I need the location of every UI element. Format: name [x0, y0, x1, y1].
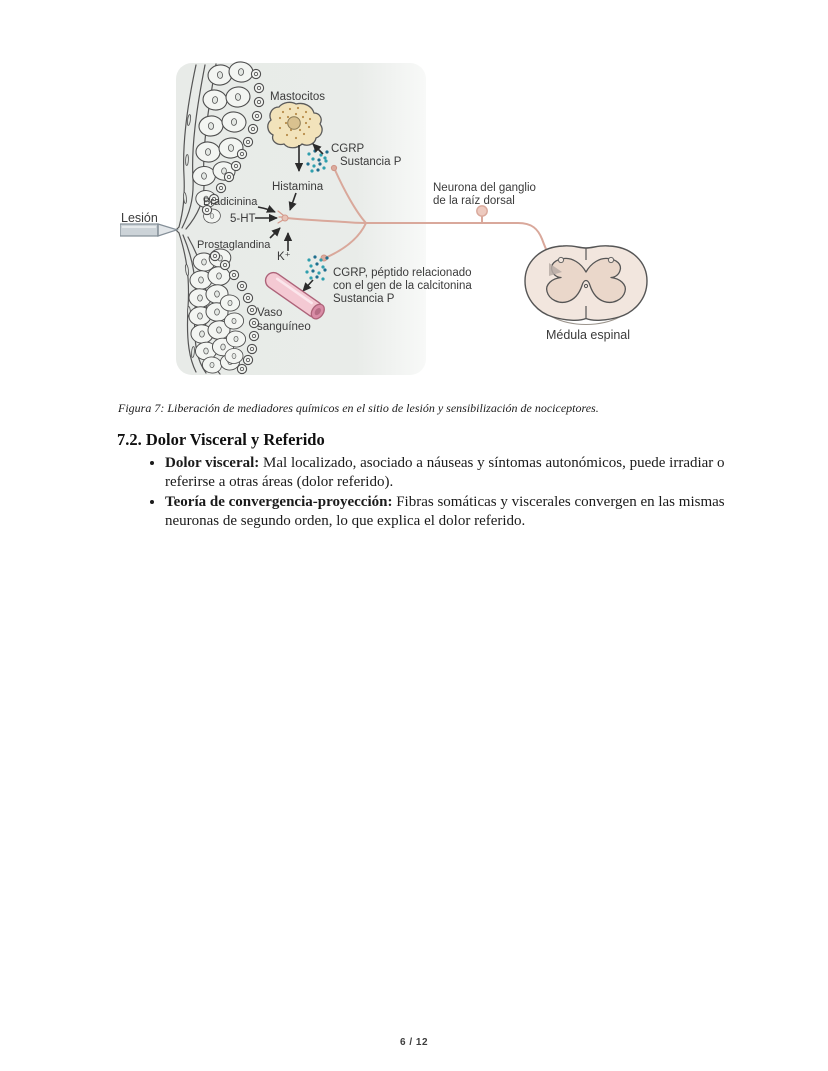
figure-caption: Figura 7: Liberación de mediadores químicos en el sitio de lesión y sensibilización de nociceptores.	[118, 401, 599, 415]
label-bradicinina: Bradicinina	[203, 196, 258, 208]
label-medula: Médula espinal	[545, 328, 631, 342]
figure-7-diagram	[120, 60, 680, 390]
nerve-terminal	[282, 215, 288, 221]
bullet-list	[117, 454, 765, 532]
bullet-text: Fibras somáticas y viscerales convergen en las mismas neuronas de segundo orden, lo que explica el dolor referido.	[165, 493, 725, 530]
label-vaso-1: Vaso	[257, 307, 283, 319]
label-prostaglandina: Prostaglandina	[197, 239, 271, 251]
label-cgrp: CGRP	[331, 143, 365, 155]
label-histamina: Histamina	[272, 181, 324, 193]
bullet-term: Teoría de convergencia-proyección:	[165, 493, 393, 510]
bullet-text: Mal localizado, asociado a náuseas y síntomas autonómicos, puede irradiar o referirse a otras áreas (dolor referido).	[165, 455, 725, 491]
bullet-dolor-visceral	[165, 454, 765, 493]
label-cgrp-long-3: Sustancia P	[333, 293, 395, 305]
section-heading: 7.2. Dolor Visceral y Referido	[117, 430, 325, 449]
label-5ht: 5-HT	[230, 213, 256, 225]
label-mastocitos: Mastocitos	[270, 91, 325, 103]
dorsal-root-ganglion-neuron	[477, 206, 487, 216]
label-vaso-2: sanguíneo	[257, 321, 311, 333]
nerve-ending-upper	[331, 165, 336, 170]
page-number: 6 / 12	[399, 1037, 429, 1048]
label-cgrp-long-2: con el gen de la calcitonina	[333, 280, 472, 292]
lesion-instrument	[120, 224, 177, 236]
bullet-teoria-convergencia	[165, 493, 765, 532]
spinal-cord	[525, 246, 647, 325]
label-lesion: Lesión	[121, 211, 158, 225]
label-neurona-2: de la raíz dorsal	[433, 195, 515, 207]
bullet-term: Dolor visceral:	[165, 455, 260, 471]
label-potasio: K⁺	[277, 251, 291, 263]
figure-7	[120, 60, 680, 390]
label-sustancia-p: Sustancia P	[340, 156, 402, 168]
label-neurona-1: Neurona del ganglio	[433, 182, 536, 194]
label-cgrp-long-1: CGRP, péptido relacionado	[333, 267, 472, 279]
